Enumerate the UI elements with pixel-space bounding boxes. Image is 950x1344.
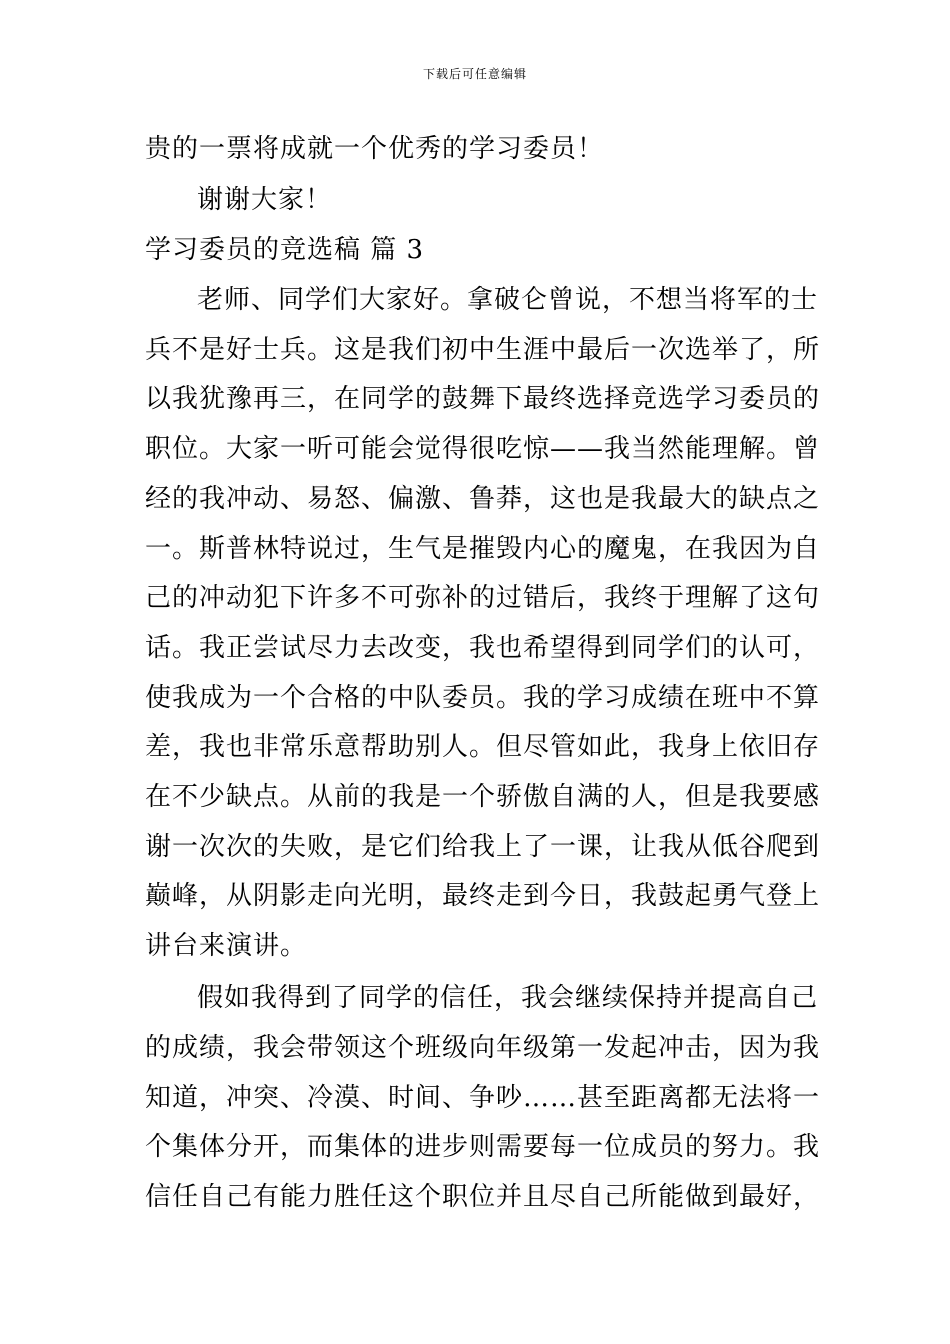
text-line: 经的我冲动、易怒、偏激、鲁莽，这也是我最大的缺点之 <box>145 484 821 514</box>
text-line: 信任自己有能力胜任这个职位并且尽自己所能做到最好， <box>145 1182 821 1212</box>
text-line: 假如我得到了同学的信任，我会继续保持并提高自己 <box>197 983 819 1013</box>
text-line: 谢谢大家！ <box>197 185 333 215</box>
text-line: 讲台来演讲。 <box>145 931 308 961</box>
text-line: 老师、同学们大家好。拿破仑曾说，不想当将军的士 <box>197 285 819 315</box>
text-line: 使我成为一个合格的中队委员。我的学习成绩在班中不算 <box>145 683 821 713</box>
text-line: 巅峰，从阴影走向光明，最终走到今日，我鼓起勇气登上 <box>145 881 821 911</box>
text-line: 在不少缺点。从前的我是一个骄傲自满的人，但是我要感 <box>145 782 821 812</box>
page-header: 下载后可任意编辑 <box>422 67 527 81</box>
text-line: 话。我正尝试尽力去改变，我也希望得到同学们的认可， <box>145 633 821 663</box>
text-line: 贵的一票将成就一个优秀的学习委员！ <box>145 134 605 164</box>
text-line: 一。斯普林特说过，生气是摧毁内心的魔鬼，在我因为自 <box>145 534 821 564</box>
text-line: 兵不是好士兵。这是我们初中生涯中最后一次选举了，所 <box>145 335 821 365</box>
text-line: 的成绩，我会带领这个班级向年级第一发起冲击，因为我 <box>145 1033 821 1063</box>
text-line: 个集体分开，而集体的进步则需要每一位成员的努力。我 <box>145 1132 821 1162</box>
text-line: 己的冲动犯下许多不可弥补的过错后，我终于理解了这句 <box>145 583 821 613</box>
text-line: 以我犹豫再三，在同学的鼓舞下最终选择竞选学习委员的 <box>145 384 821 414</box>
text-line: 职位。大家一听可能会觉得很吃惊——我当然能理解。曾 <box>145 434 821 464</box>
text-line: 知道，冲突、冷漠、时间、争吵……甚至距离都无法将一 <box>145 1083 821 1113</box>
section-heading: 学习委员的竞选稿 篇 3 <box>145 235 425 265</box>
text-line: 差，我也非常乐意帮助别人。但尽管如此，我身上依旧存 <box>145 732 821 762</box>
text-line: 谢一次次的失败，是它们给我上了一课，让我从低谷爬到 <box>145 832 821 862</box>
